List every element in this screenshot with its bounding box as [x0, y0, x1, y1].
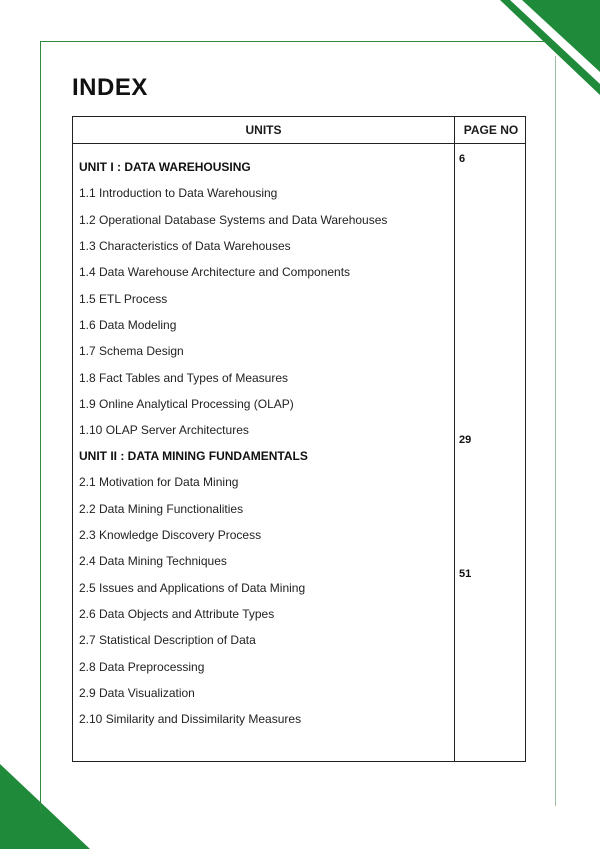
index-entry: 2.2 Data Mining Functionalities [79, 502, 244, 516]
unit-heading: UNIT II : DATA MINING FUNDAMENTALS [79, 449, 308, 463]
frame-right-line [555, 56, 556, 806]
corner-decoration-bottom-left [0, 764, 90, 849]
header-page-no: PAGE NO [463, 123, 519, 137]
frame-left-line [40, 41, 41, 811]
index-entry: 2.9 Data Visualization [79, 686, 195, 700]
index-table [72, 116, 526, 762]
index-entry: 1.9 Online Analytical Processing (OLAP) [79, 397, 294, 411]
unit-heading: UNIT I : DATA WAREHOUSING [79, 160, 251, 174]
index-entry: 1.6 Data Modeling [79, 318, 177, 332]
index-entry: 2.4 Data Mining Techniques [79, 554, 227, 568]
index-entry: 2.1 Motivation for Data Mining [79, 475, 239, 489]
page-title: INDEX [72, 74, 148, 101]
header-units: UNITS [245, 123, 282, 137]
page-number: 29 [459, 434, 472, 446]
column-divider [454, 117, 455, 761]
index-entry: 1.4 Data Warehouse Architecture and Components [79, 265, 351, 279]
index-entry: 2.8 Data Preprocessing [79, 660, 205, 674]
page-number: 6 [459, 153, 466, 165]
index-entry: 1.10 OLAP Server Architectures [79, 423, 249, 437]
index-entry: 1.8 Fact Tables and Types of Measures [79, 371, 289, 385]
table-header-row [73, 117, 525, 144]
index-entry: 1.7 Schema Design [79, 344, 184, 358]
frame-top-line [40, 41, 552, 42]
index-entry: 2.5 Issues and Applications of Data Mining [79, 581, 306, 595]
index-entry: 2.7 Statistical Description of Data [79, 633, 256, 647]
index-entry: 1.5 ETL Process [79, 292, 168, 306]
index-entry: 1.3 Characteristics of Data Warehouses [79, 239, 291, 253]
index-entry: 1.1 Introduction to Data Warehousing [79, 186, 278, 200]
index-entry: 2.3 Knowledge Discovery Process [79, 528, 262, 542]
index-entry: 2.10 Similarity and Dissimilarity Measures [79, 712, 302, 726]
page-number: 51 [459, 568, 472, 580]
corner-decoration-top-right [500, 0, 600, 95]
index-entry: 1.2 Operational Database Systems and Data Warehouses [79, 213, 388, 227]
index-entry: 2.6 Data Objects and Attribute Types [79, 607, 275, 621]
